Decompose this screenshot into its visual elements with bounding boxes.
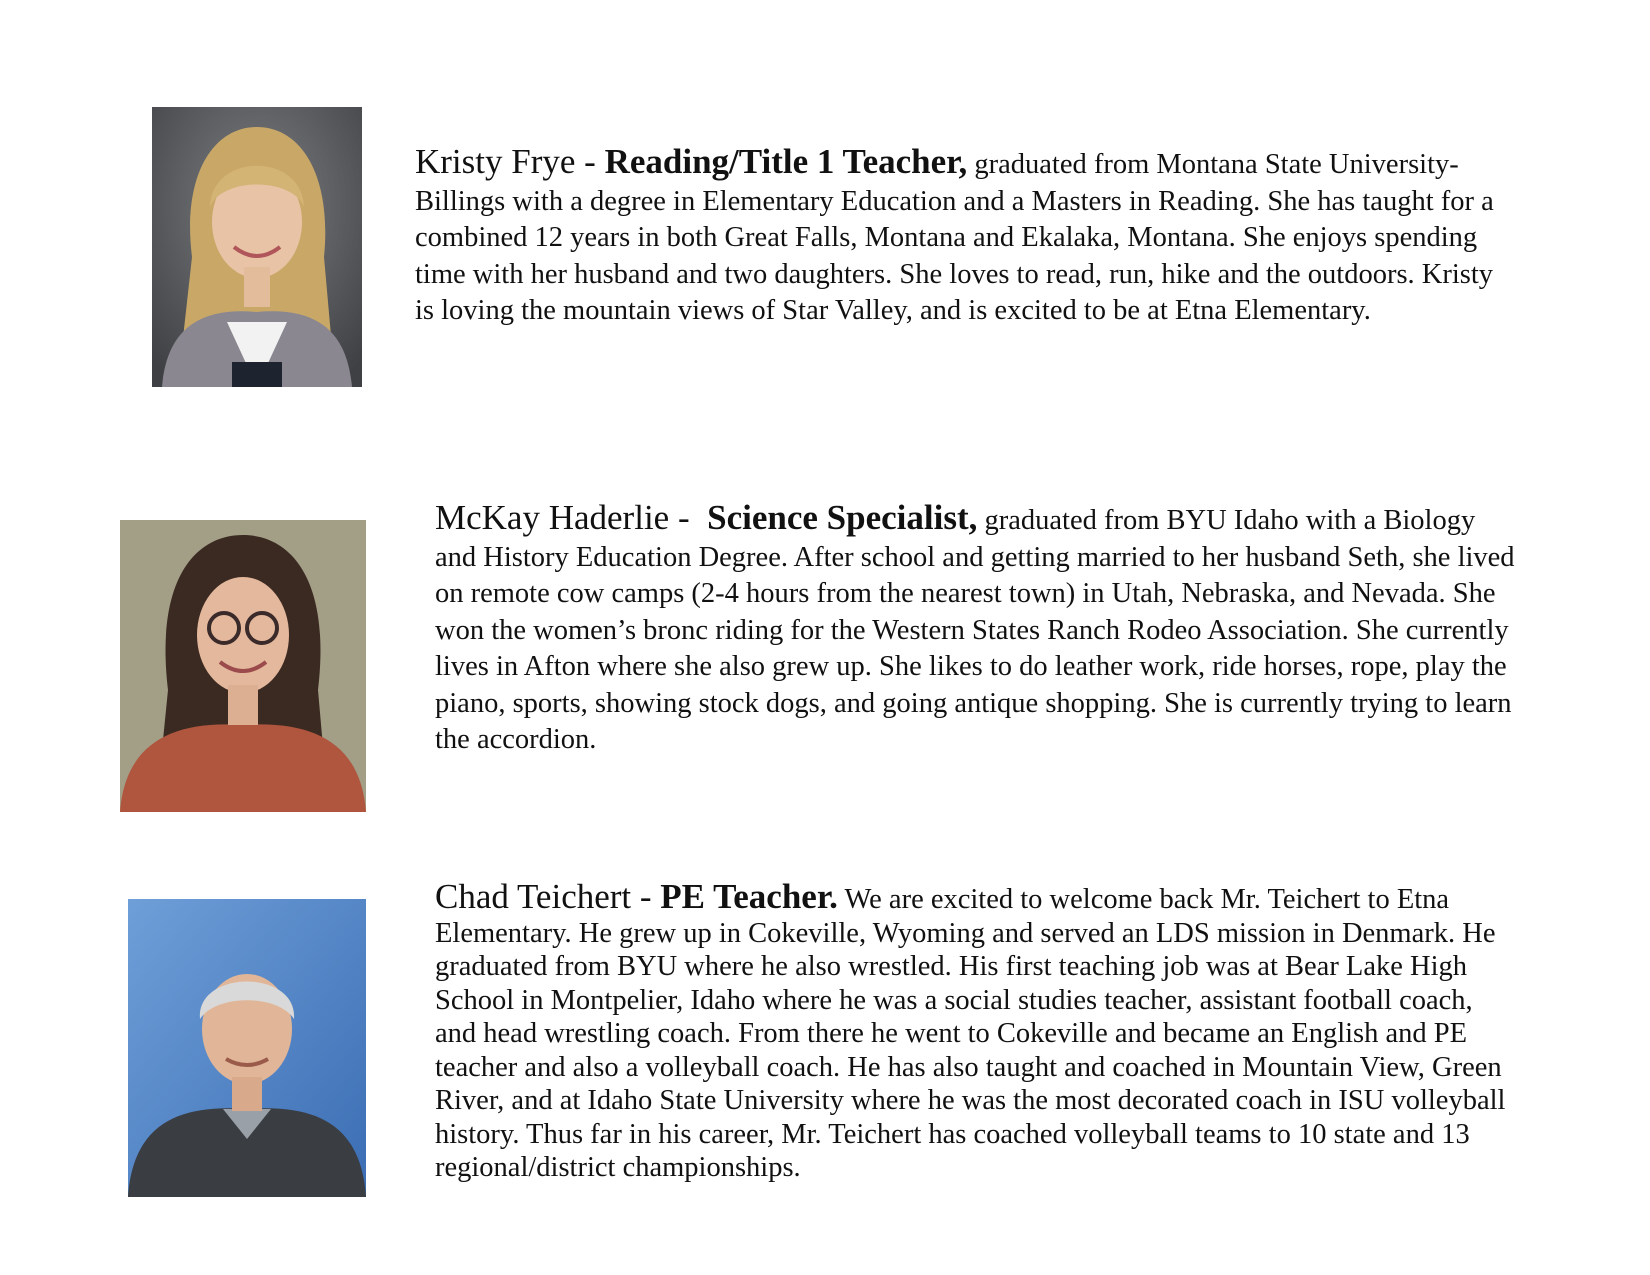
mckay-haderlie-name: McKay Haderlie <box>435 498 670 537</box>
kristy-frye-portrait <box>152 107 362 387</box>
chad-teichert-description: We are excited to welcome back Mr. Teichert to Etna Elementary. He grew up in Cokeville, Wyoming and served an LDS mission in Denmark. He graduated from BYU where he also wrestled. His first teaching job was at Bear Lake High School in Montpelier, Idaho where he was a social studies teacher, assistant football coach, and head wrestling coach. From there he went to Cokeville and became an English and PE teacher and also a volleyball coach. He has also taught and coached in Mountain View, Green River, and at Idaho State University where he was the most decorated coach in ISU volleyball history. Thus far in his career, Mr. Teichert has coached volleyball teams to 10 state and 13 regional/district championships. <box>435 884 1506 1183</box>
kristy-frye-role: Reading/Title 1 Teacher, <box>604 142 968 181</box>
kristy-frye-name: Kristy Frye <box>415 142 576 181</box>
chad-teichert-bio <box>435 877 1515 1185</box>
kristy-frye-description: graduated from Montana State University-Billings with a degree in Elementary Education and a Masters in Reading. She has taught for a combined 12 years in both Great Falls, Montana and Ekalaka, Montana. She enjoys spending time with her husband and two daughters. She loves to read, run, hike and the outdoors. Kristy is loving the mountain views of Star Valley, and is excited to be at Etna Elementary. <box>415 149 1494 326</box>
mckay-haderlie-portrait <box>120 520 366 812</box>
chad-teichert-name: Chad Teichert <box>435 877 632 916</box>
mckay-haderlie-description: graduated from BYU Idaho with a Biology and History Education Degree. After school and getting married to her husband Seth, she lived on remote cow camps (2-4 hours from the nearest town) in Utah, Nebraska, and Nevada. She won the women’s bronc riding for the Western States Ranch Rodeo Association. She currently lives in Afton where she also grew up. She likes to do leather work, ride horses, rope, play the piano, sports, showing stock dogs, and going antique shopping. She is currently trying to learn the accordion. <box>435 505 1515 755</box>
name-separator: - <box>669 498 708 537</box>
mckay-haderlie-role: Science Specialist, <box>707 498 978 537</box>
chad-teichert-role: PE Teacher. <box>660 877 838 916</box>
name-separator: - <box>575 142 605 181</box>
name-separator: - <box>631 877 661 916</box>
mckay-haderlie-bio <box>435 500 1515 759</box>
kristy-frye-bio <box>415 144 1515 330</box>
chad-teichert-portrait <box>128 899 366 1197</box>
